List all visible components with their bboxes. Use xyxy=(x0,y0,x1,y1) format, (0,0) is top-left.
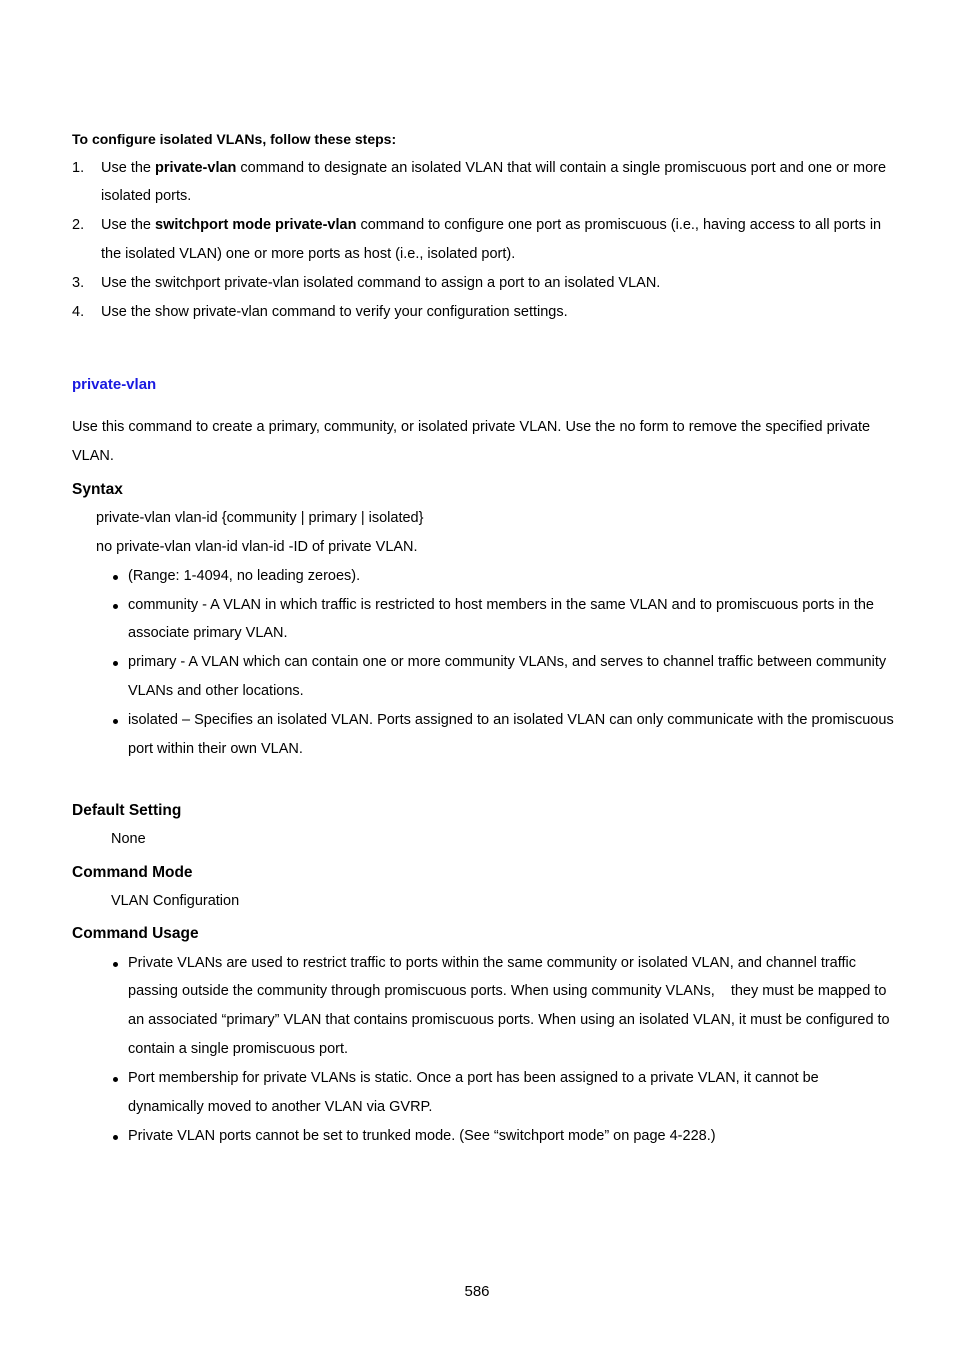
syntax-line: no private-vlan vlan-id vlan-id -ID of private VLAN. xyxy=(96,539,418,555)
bullet-icon xyxy=(113,604,118,609)
step-number: 4. xyxy=(72,304,85,320)
command-title: private-vlan xyxy=(72,376,157,393)
bullet-icon xyxy=(113,1077,118,1082)
step-text: Use the show private-vlan command to verify your configuration settings. xyxy=(101,304,568,320)
bullet-icon xyxy=(113,719,118,724)
syntax-bullet-continued: associate primary VLAN. xyxy=(128,625,288,641)
usage-bullet: Private VLANs are used to restrict traffic to ports within the same community or isolated VLAN, and channel traffic xyxy=(128,955,857,971)
step-text: Use the switchport mode private-vlan command to configure one port as promiscuous (i.e., having access to all ports in xyxy=(101,217,882,233)
step-text: Use the private-vlan command to designate an isolated VLAN that will contain a single promiscuous port and one or more xyxy=(101,160,887,176)
usage-bullet-continued: passing outside the community through promiscuous ports. When using community VLANs, they must be mapped to xyxy=(128,983,887,999)
step-number: 3. xyxy=(72,275,85,291)
steps-heading: To configure isolated VLANs, follow these steps: xyxy=(72,131,397,147)
usage-bullet-continued: contain a single promiscuous port. xyxy=(128,1041,349,1057)
usage-bullet-continued: an associated “primary” VLAN that contains promiscuous ports. When using an isolated VLAN, it must be configured to xyxy=(128,1012,890,1028)
bullet-icon xyxy=(113,661,118,666)
syntax-bullet: primary - A VLAN which can contain one or more community VLANs, and serves to channel traffic between community xyxy=(128,654,887,670)
syntax-bullet: community - A VLAN in which traffic is restricted to host members in the same VLAN and to promiscuous ports in the xyxy=(128,597,874,613)
bullet-icon xyxy=(113,1135,118,1140)
step-text: Use the switchport private-vlan isolated command to assign a port to an isolated VLAN. xyxy=(101,275,661,291)
syntax-bullet: isolated – Specifies an isolated VLAN. Ports assigned to an isolated VLAN can only communicate with the promiscuous xyxy=(128,712,894,728)
page-number: 586 xyxy=(464,1283,490,1300)
syntax-line: private-vlan vlan-id {community | primary | isolated} xyxy=(96,510,424,526)
step-number: 1. xyxy=(72,160,85,176)
step-text-continued: the isolated VLAN) one or more ports as host (i.e., isolated port). xyxy=(101,246,516,262)
usage-bullet-continued: dynamically moved to another VLAN via GVRP. xyxy=(128,1099,433,1115)
default-setting-heading: Default Setting xyxy=(72,802,182,819)
step-text-continued: isolated ports. xyxy=(101,188,192,204)
command-description-continued: VLAN. xyxy=(72,448,114,464)
command-name: switchport mode private-vlan xyxy=(155,217,357,233)
bullet-icon xyxy=(113,575,118,580)
default-setting-value: None xyxy=(111,831,146,847)
syntax-bullet: (Range: 1-4094, no leading zeroes). xyxy=(128,568,361,584)
command-usage-heading: Command Usage xyxy=(72,925,199,942)
command-name: private-vlan xyxy=(155,160,237,176)
syntax-bullet-continued: VLANs and other locations. xyxy=(128,683,304,699)
command-description: Use this command to create a primary, community, or isolated private VLAN. Use the no form to remove the specified private xyxy=(72,419,871,435)
command-mode-value: VLAN Configuration xyxy=(111,893,240,909)
syntax-bullet-continued: port within their own VLAN. xyxy=(128,741,303,757)
usage-bullet: Port membership for private VLANs is static. Once a port has been assigned to a private VLAN, it cannot be xyxy=(128,1070,819,1086)
bullet-icon xyxy=(113,962,118,967)
command-mode-heading: Command Mode xyxy=(72,864,193,881)
step-number: 2. xyxy=(72,217,85,233)
syntax-heading: Syntax xyxy=(72,481,123,498)
usage-bullet: Private VLAN ports cannot be set to trunked mode. (See “switchport mode” on page 4-228.) xyxy=(128,1128,716,1144)
